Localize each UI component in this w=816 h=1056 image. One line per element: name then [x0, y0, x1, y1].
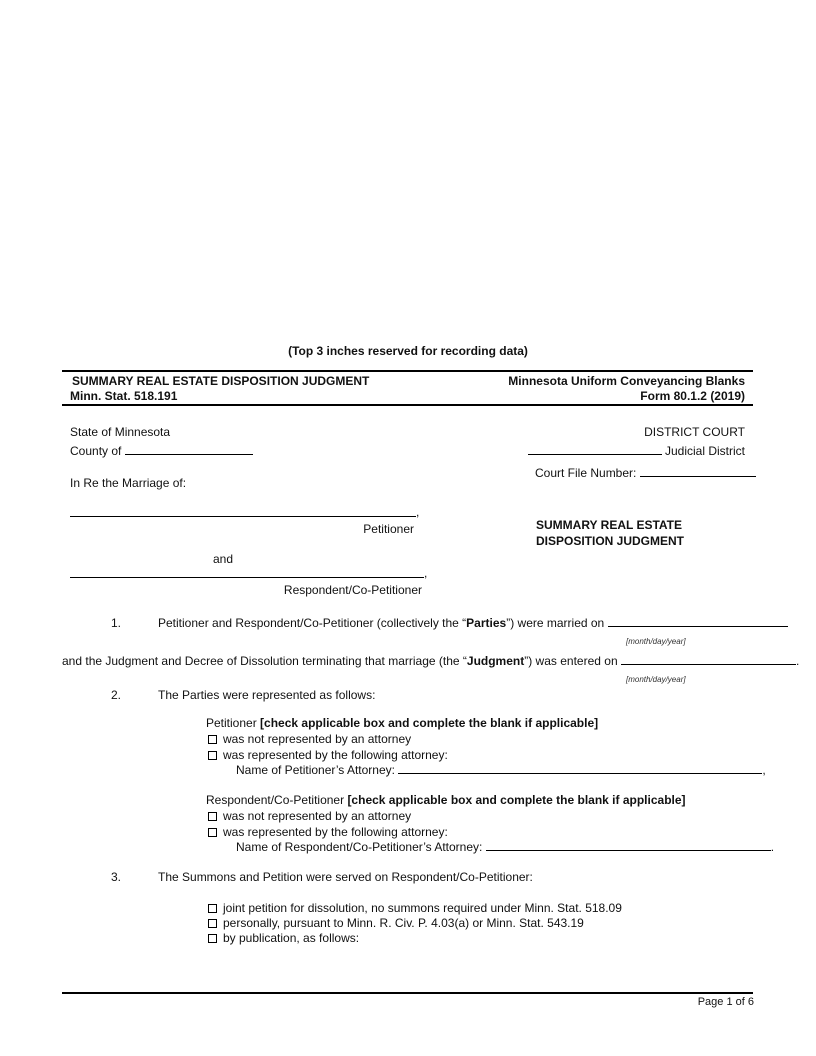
respondent-rep-instruction: [check applicable box and complete the blank if applicable]	[347, 793, 686, 807]
service-personal-label: personally, pursuant to Minn. R. Civ. P. 4.03(a) or Minn. Stat. 543.19	[223, 916, 584, 930]
service-publication-label: by publication, as follows:	[223, 931, 360, 945]
judgment-date-field[interactable]	[621, 663, 796, 665]
in-re-label: In Re the Marriage of:	[70, 476, 187, 490]
item3-number: 3.	[111, 870, 122, 884]
and-label: and	[213, 552, 234, 566]
item1-text-a: Petitioner and Respondent/Co-Petitioner (collectively the “	[158, 616, 467, 630]
item2-text: The Parties were represented as follows:	[158, 688, 376, 702]
page-number: Page 1 of 6	[697, 996, 754, 1008]
marriage-date-hint: [month/day/year]	[626, 637, 686, 646]
service-joint-label: joint petition for dissolution, no summons required under Minn. Stat. 518.09	[223, 901, 622, 915]
item1-judgment: Judgment	[466, 654, 525, 668]
item1-line2-b: ”) was entered on	[524, 654, 618, 668]
judgment-date-hint: [month/day/year]	[626, 675, 686, 684]
marriage-date-field[interactable]	[608, 625, 788, 627]
item2-number: 2.	[111, 688, 122, 702]
resp-represented-checkbox[interactable]	[208, 828, 217, 837]
resp-not-represented-checkbox[interactable]	[208, 812, 217, 821]
judicial-district-field[interactable]	[528, 453, 662, 455]
resp-attorney-row: Name of Respondent/Co-Petitioner’s Attorney: .	[236, 840, 775, 854]
court-file-label: Court File Number:	[535, 466, 637, 480]
resp-not-represented-option[interactable]	[208, 809, 411, 823]
item1-text	[158, 616, 788, 630]
county-field[interactable]	[125, 453, 253, 455]
petitioner-rep-instruction: [check applicable box and complete the blank if applicable]	[260, 716, 599, 730]
service-joint-option[interactable]	[208, 901, 622, 915]
pet-not-represented-label: was not represented by an attorney	[223, 732, 412, 746]
service-publication-option[interactable]	[208, 931, 359, 945]
court-file-field[interactable]	[640, 475, 756, 477]
petitioner-label: Petitioner	[363, 522, 414, 536]
form-number: Form 80.1.2 (2019)	[640, 389, 745, 403]
recording-note: (Top 3 inches reserved for recording data)	[288, 344, 528, 358]
respondent-name-field[interactable]	[70, 577, 424, 578]
resp-represented-option[interactable]	[208, 825, 448, 839]
judicial-district-label: Judicial District	[664, 444, 745, 458]
item1-number: 1.	[111, 616, 122, 630]
state-label: State of Minnesota	[70, 425, 171, 439]
court-file-row	[535, 466, 756, 480]
item1-line2: and the Judgment and Decree of Dissolution terminating that marriage (the “Judgment”) was entered on .	[62, 654, 800, 668]
respondent-rep-heading	[206, 793, 686, 807]
petitioner-rep-label: Petitioner	[206, 716, 257, 730]
item1-parties: Parties	[466, 616, 507, 630]
footer-rule	[62, 992, 753, 994]
resp-attorney-field[interactable]	[486, 849, 771, 851]
doc-title-line1: SUMMARY REAL ESTATE	[536, 518, 683, 532]
respondent-comma: ,	[424, 566, 428, 580]
form-source: Minnesota Uniform Conveyancing Blanks	[508, 374, 745, 388]
pet-represented-label: was represented by the following attorney:	[223, 748, 448, 762]
statute: Minn. Stat. 518.191	[70, 389, 178, 403]
county-label: County of	[70, 444, 122, 458]
resp-represented-label: was represented by the following attorney:	[223, 825, 448, 839]
header-top-rule	[62, 370, 753, 372]
petitioner-rep-heading	[206, 716, 598, 730]
pet-represented-checkbox[interactable]	[208, 751, 217, 760]
form-title: SUMMARY REAL ESTATE DISPOSITION JUDGMENT	[72, 374, 370, 388]
pet-attorney-row: Name of Petitioner’s Attorney: ,	[236, 763, 766, 777]
item1-text-b: ”) were married on	[506, 616, 605, 630]
pet-not-represented-option[interactable]	[208, 732, 411, 746]
service-personal-checkbox[interactable]	[208, 919, 217, 928]
judicial-district-row	[528, 444, 745, 458]
county-row	[70, 444, 253, 458]
resp-attorney-label: Name of Respondent/Co-Petitioner’s Attorney:	[236, 840, 483, 854]
doc-title-line2: DISPOSITION JUDGMENT	[536, 534, 685, 548]
header-bottom-rule	[62, 404, 753, 406]
petitioner-comma: ,	[416, 505, 420, 519]
item1-line2-a: and the Judgment and Decree of Dissolution terminating that marriage (the “	[62, 654, 467, 668]
respondent-label: Respondent/Co-Petitioner	[283, 583, 422, 597]
respondent-rep-label: Respondent/Co-Petitioner	[206, 793, 345, 807]
pet-attorney-field[interactable]	[398, 772, 762, 774]
service-joint-checkbox[interactable]	[208, 904, 217, 913]
pet-not-represented-checkbox[interactable]	[208, 735, 217, 744]
item3-text: The Summons and Petition were served on Respondent/Co-Petitioner:	[158, 870, 533, 884]
service-publication-checkbox[interactable]	[208, 934, 217, 943]
pet-attorney-label: Name of Petitioner’s Attorney:	[236, 763, 395, 777]
resp-not-represented-label: was not represented by an attorney	[223, 809, 412, 823]
petitioner-name-field[interactable]	[70, 516, 416, 517]
district-court: DISTRICT COURT	[644, 425, 745, 439]
service-personal-option[interactable]	[208, 916, 584, 930]
pet-represented-option[interactable]	[208, 748, 448, 762]
